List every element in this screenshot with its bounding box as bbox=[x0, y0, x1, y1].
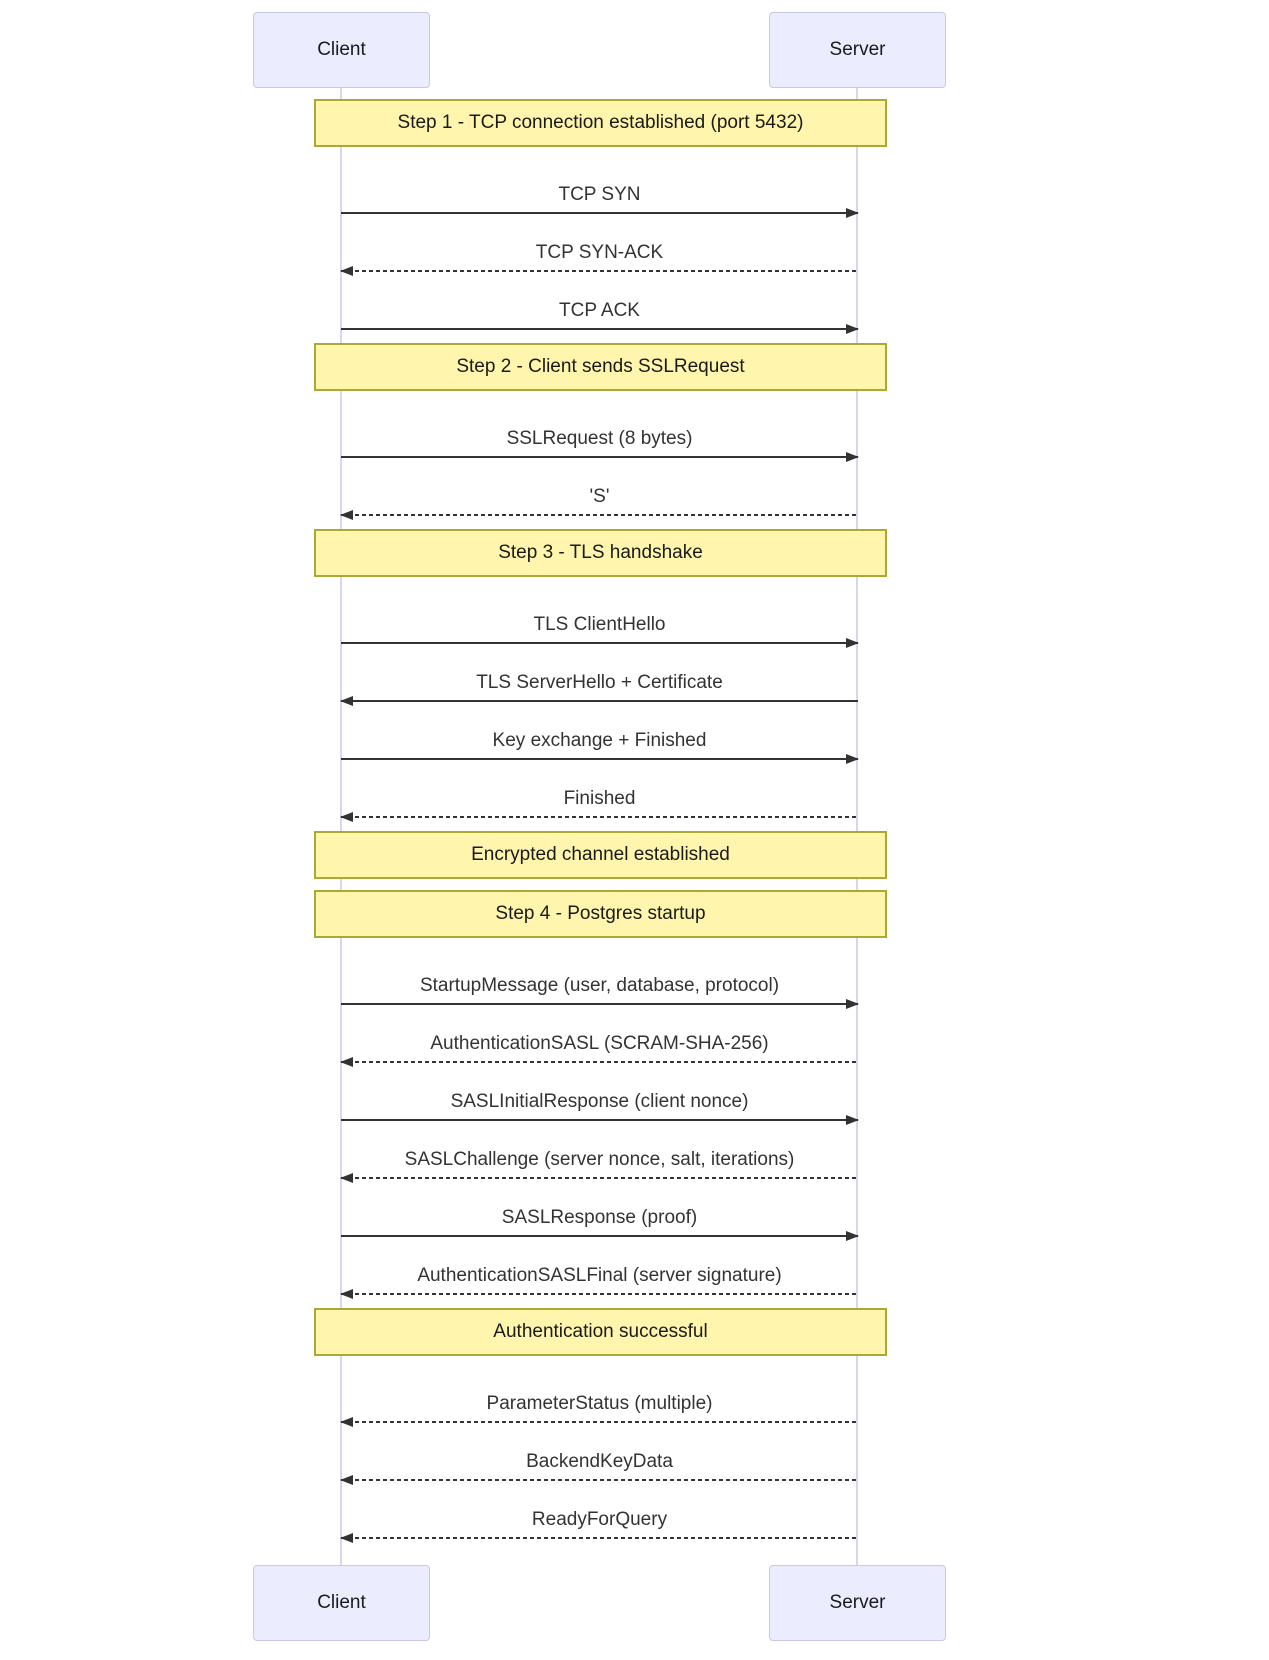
message-label: SASLInitialResponse (client nonce) bbox=[450, 1091, 749, 1112]
message bbox=[314, 1007, 887, 1065]
actor-label-client: Client bbox=[317, 1592, 366, 1613]
message-line bbox=[341, 1479, 858, 1481]
message-label: SASLChallenge (server nonce, salt, iterations) bbox=[404, 1149, 795, 1170]
actor-box-client-top bbox=[253, 12, 430, 88]
arrowhead-right-icon bbox=[846, 324, 859, 334]
message-line bbox=[341, 1293, 858, 1295]
note bbox=[314, 99, 887, 147]
message-line bbox=[341, 700, 858, 702]
message bbox=[314, 1181, 887, 1239]
message-line bbox=[341, 642, 858, 644]
message-line bbox=[341, 212, 858, 214]
message-label: SSLRequest (8 bytes) bbox=[506, 428, 693, 449]
note-text: Step 3 - TLS handshake bbox=[498, 542, 703, 563]
message bbox=[314, 704, 887, 762]
message-label: StartupMessage (user, database, protocol) bbox=[419, 975, 780, 996]
message-line bbox=[341, 1119, 858, 1121]
message-label: TCP ACK bbox=[559, 300, 640, 321]
message-label: SASLResponse (proof) bbox=[501, 1207, 698, 1228]
actor-box-client-bottom bbox=[253, 1565, 430, 1641]
message-label: ParameterStatus (multiple) bbox=[486, 1393, 713, 1414]
message bbox=[314, 1123, 887, 1181]
note bbox=[314, 1308, 887, 1356]
actor-box-server-top bbox=[769, 12, 946, 88]
note bbox=[314, 890, 887, 938]
note-text: Step 1 - TCP connection established (port 5432) bbox=[397, 112, 804, 133]
message-label: Key exchange + Finished bbox=[492, 730, 707, 751]
message-label: BackendKeyData bbox=[526, 1451, 673, 1472]
message-label: ReadyForQuery bbox=[531, 1509, 668, 1530]
message-line bbox=[341, 1235, 858, 1237]
actor-label-server: Server bbox=[829, 1592, 886, 1613]
message-line bbox=[341, 1061, 858, 1063]
message-line bbox=[341, 758, 858, 760]
arrowhead-left-icon bbox=[340, 1289, 353, 1299]
arrowhead-left-icon bbox=[340, 812, 353, 822]
arrowhead-left-icon bbox=[340, 510, 353, 520]
message-label: AuthenticationSASL (SCRAM-SHA-256) bbox=[430, 1033, 769, 1054]
message bbox=[314, 158, 887, 216]
note-text: Step 2 - Client sends SSLRequest bbox=[456, 356, 745, 377]
actor-box-server-bottom bbox=[769, 1565, 946, 1641]
message-line bbox=[341, 1177, 858, 1179]
actor-label-client: Client bbox=[317, 39, 366, 60]
note-text: Step 4 - Postgres startup bbox=[495, 903, 706, 924]
note-text: Authentication successful bbox=[493, 1321, 708, 1342]
note bbox=[314, 831, 887, 879]
message-line bbox=[341, 270, 858, 272]
message bbox=[314, 274, 887, 332]
note bbox=[314, 529, 887, 577]
message-line bbox=[341, 1421, 858, 1423]
message-label: Finished bbox=[563, 788, 636, 809]
message bbox=[314, 646, 887, 704]
note bbox=[314, 343, 887, 391]
message bbox=[314, 460, 887, 518]
message-line bbox=[341, 816, 858, 818]
message-label: 'S' bbox=[589, 486, 610, 507]
note-text: Encrypted channel established bbox=[471, 844, 730, 865]
message-line bbox=[341, 514, 858, 516]
message-flow bbox=[314, 88, 887, 1541]
message-line bbox=[341, 1003, 858, 1005]
message bbox=[314, 216, 887, 274]
message bbox=[314, 588, 887, 646]
message bbox=[314, 1367, 887, 1425]
actor-label-server: Server bbox=[829, 39, 886, 60]
message-label: TLS ClientHello bbox=[533, 614, 666, 635]
message-label: TCP SYN bbox=[558, 184, 641, 205]
message-label: AuthenticationSASLFinal (server signature) bbox=[417, 1265, 782, 1286]
message-label: TLS ServerHello + Certificate bbox=[476, 672, 723, 693]
message-line bbox=[341, 456, 858, 458]
message-line bbox=[341, 328, 858, 330]
arrowhead-left-icon bbox=[340, 1533, 353, 1543]
message-label: TCP SYN-ACK bbox=[535, 242, 664, 263]
message bbox=[314, 1239, 887, 1297]
message-line bbox=[341, 1537, 858, 1539]
message bbox=[314, 1425, 887, 1483]
message bbox=[314, 1483, 887, 1541]
message bbox=[314, 1065, 887, 1123]
message bbox=[314, 762, 887, 820]
message bbox=[314, 949, 887, 1007]
message bbox=[314, 402, 887, 460]
